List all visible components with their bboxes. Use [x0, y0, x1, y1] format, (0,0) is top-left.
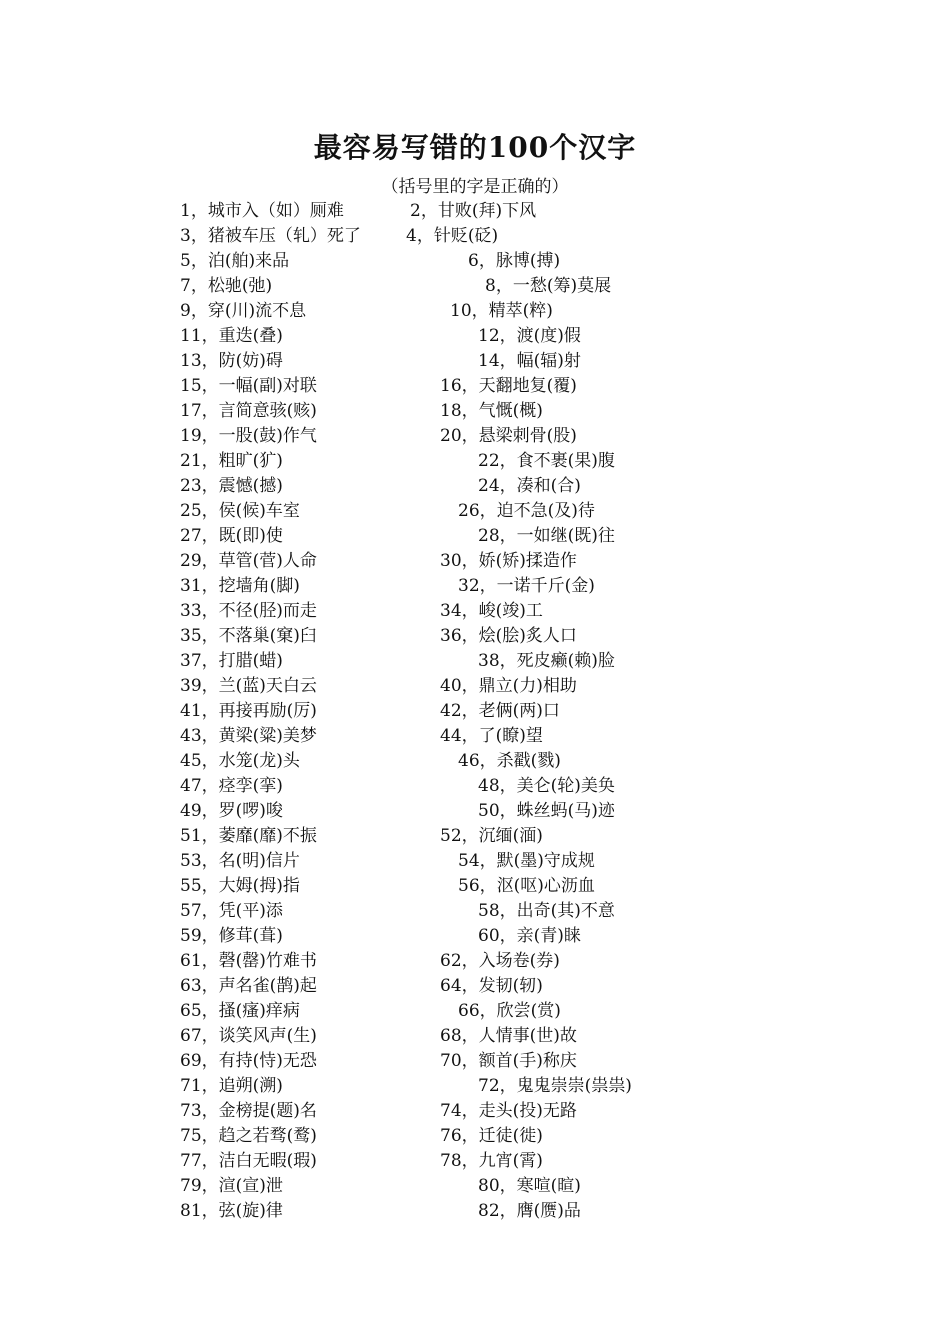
entry-left: 35，不落巢(窠)臼 — [180, 626, 317, 646]
entry-row — [180, 899, 880, 924]
entry-row — [180, 524, 880, 549]
entry-right: 10，精萃(粹) — [450, 301, 553, 321]
word-list — [180, 199, 880, 1224]
entry-right: 2，甘败(拜)下风 — [410, 201, 537, 221]
entry-left: 69，有持(恃)无恐 — [180, 1051, 317, 1071]
entry-right: 76，迁徒(徙) — [440, 1126, 543, 1146]
entry-row — [180, 199, 880, 224]
entry-right: 28，一如继(既)往 — [478, 526, 615, 546]
entry-right: 22，食不裹(果)腹 — [478, 451, 615, 471]
entry-right: 30，娇(矫)揉造作 — [440, 551, 577, 571]
entry-row — [180, 624, 880, 649]
entry-row — [180, 649, 880, 674]
entry-right: 26，迫不急(及)待 — [458, 501, 595, 521]
entry-left: 19，一股(鼓)作气 — [180, 426, 317, 446]
entry-row — [180, 474, 880, 499]
entry-row — [180, 874, 880, 899]
entry-right: 50，蛛丝蚂(马)迹 — [478, 801, 615, 821]
entry-left: 59，修茸(葺) — [180, 926, 283, 946]
entry-row — [180, 549, 880, 574]
entry-right: 16，天翻地复(覆) — [440, 376, 577, 396]
entry-right: 66，欣尝(赏) — [458, 1001, 561, 1021]
entry-right: 40，鼎立(力)相助 — [440, 676, 577, 696]
entry-row — [180, 374, 880, 399]
entry-left: 51，萎靡(靡)不振 — [180, 826, 317, 846]
entry-right: 70，额首(手)称庆 — [440, 1051, 577, 1071]
entry-right: 82，膺(赝)品 — [478, 1201, 581, 1221]
entry-left: 23，震憾(撼) — [180, 476, 283, 496]
entry-left: 65，搔(瘙)痒病 — [180, 1001, 300, 1021]
entry-row — [180, 799, 880, 824]
entry-right: 38，死皮癞(赖)脸 — [478, 651, 615, 671]
entry-row — [180, 424, 880, 449]
entry-left: 11，重迭(叠) — [180, 326, 283, 346]
entry-left: 49，罗(啰)唆 — [180, 801, 283, 821]
entry-right: 34，峻(竣)工 — [440, 601, 543, 621]
entry-right: 64，发韧(轫) — [440, 976, 543, 996]
entry-row — [180, 324, 880, 349]
entry-right: 14，幅(辐)射 — [478, 351, 581, 371]
entry-left: 31，挖墙角(脚) — [180, 576, 300, 596]
entry-row — [180, 1124, 880, 1149]
entry-row — [180, 999, 880, 1024]
entry-right: 48，美仑(轮)美奂 — [478, 776, 615, 796]
entry-right: 20，悬梁刺骨(股) — [440, 426, 577, 446]
entry-row — [180, 224, 880, 249]
entry-row — [180, 399, 880, 424]
entry-left: 81，弦(旋)律 — [180, 1201, 283, 1221]
entry-right: 54，默(墨)守成规 — [458, 851, 595, 871]
entry-right: 72，鬼鬼崇崇(祟祟) — [478, 1076, 632, 1096]
entry-left: 1，城市入（如）厕难 — [180, 201, 344, 221]
entry-right: 74，走头(投)无路 — [440, 1101, 577, 1121]
entry-left: 73，金榜提(题)名 — [180, 1101, 317, 1121]
entry-left: 63，声名雀(鹊)起 — [180, 976, 317, 996]
entry-left: 67，谈笑风声(生) — [180, 1026, 317, 1046]
entry-left: 39，兰(蓝)天白云 — [180, 676, 317, 696]
entry-left: 41，再接再励(厉) — [180, 701, 317, 721]
entry-right: 58，出奇(其)不意 — [478, 901, 615, 921]
entry-right: 62，入场卷(券) — [440, 951, 560, 971]
entry-left: 29，草管(菅)人命 — [180, 551, 317, 571]
entry-right: 36，烩(脍)炙人口 — [440, 626, 577, 646]
entry-right: 24，凑和(合) — [478, 476, 581, 496]
entry-row — [180, 849, 880, 874]
entry-right: 56，沤(呕)心沥血 — [458, 876, 595, 896]
entry-right: 80，寒喧(暄) — [478, 1176, 581, 1196]
entry-left: 21，粗旷(犷) — [180, 451, 283, 471]
entry-right: 8，一愁(筹)莫展 — [485, 276, 612, 296]
entry-row — [180, 749, 880, 774]
entry-left: 13，防(妨)碍 — [180, 351, 283, 371]
entry-row — [180, 774, 880, 799]
entry-row — [180, 274, 880, 299]
entry-left: 15，一幅(副)对联 — [180, 376, 317, 396]
entry-row — [180, 1049, 880, 1074]
entry-right: 44，了(瞭)望 — [440, 726, 543, 746]
entry-left: 71，追朔(溯) — [180, 1076, 283, 1096]
entry-row — [180, 1174, 880, 1199]
entry-left: 17，言简意骇(赅) — [180, 401, 317, 421]
entry-row — [180, 699, 880, 724]
entry-row — [180, 1099, 880, 1124]
entry-left: 61，磬(罄)竹难书 — [180, 951, 317, 971]
page-title: 最容易写错的100个汉字 — [313, 131, 637, 164]
entry-left: 37，打腊(蜡) — [180, 651, 283, 671]
entry-right: 12，渡(度)假 — [478, 326, 581, 346]
page-subtitle: （括号里的字是正确的） — [381, 177, 569, 197]
entry-row — [180, 449, 880, 474]
entry-left: 3，猪被车压（轧）死了 — [180, 226, 361, 246]
entry-row — [180, 1149, 880, 1174]
entry-row — [180, 499, 880, 524]
entry-left: 25，侯(候)车室 — [180, 501, 300, 521]
entry-row — [180, 1074, 880, 1099]
entry-left: 47，痉孪(挛) — [180, 776, 283, 796]
entry-left: 27，既(即)使 — [180, 526, 283, 546]
entry-left: 9，穿(川)流不息 — [180, 301, 307, 321]
entry-row — [180, 1024, 880, 1049]
entry-right: 68，人情事(世)故 — [440, 1026, 577, 1046]
entry-right: 18，气慨(概) — [440, 401, 543, 421]
entry-left: 55，大姆(拇)指 — [180, 876, 300, 896]
entry-row — [180, 1199, 880, 1224]
entry-left: 45，水笼(龙)头 — [180, 751, 300, 771]
entry-row — [180, 949, 880, 974]
entry-row — [180, 674, 880, 699]
entry-right: 52，沉缅(湎) — [440, 826, 543, 846]
entry-row — [180, 824, 880, 849]
entry-row — [180, 974, 880, 999]
entry-left: 79，渲(宣)泄 — [180, 1176, 283, 1196]
entry-left: 7，松驰(弛) — [180, 276, 273, 296]
entry-right: 42，老俩(两)口 — [440, 701, 560, 721]
entry-row — [180, 349, 880, 374]
entry-row — [180, 249, 880, 274]
entry-row — [180, 299, 880, 324]
entry-right: 4，针贬(砭) — [406, 226, 499, 246]
entry-left: 77，洁白无暇(瑕) — [180, 1151, 317, 1171]
entry-row — [180, 599, 880, 624]
entry-row — [180, 724, 880, 749]
entry-left: 75，趋之若骛(鹜) — [180, 1126, 317, 1146]
entry-right: 6，脉博(搏) — [468, 251, 561, 271]
entry-left: 53，名(明)信片 — [180, 851, 300, 871]
entry-right: 32，一诺千斤(金) — [458, 576, 595, 596]
entry-left: 57，凭(平)添 — [180, 901, 283, 921]
entry-left: 5，泊(舶)来品 — [180, 251, 290, 271]
entry-right: 60，亲(青)睐 — [478, 926, 581, 946]
entry-right: 78，九宵(霄) — [440, 1151, 543, 1171]
entry-row — [180, 574, 880, 599]
entry-right: 46，杀戳(戮) — [458, 751, 561, 771]
entry-left: 43，黄梁(粱)美梦 — [180, 726, 317, 746]
entry-row — [180, 924, 880, 949]
entry-left: 33，不径(胫)而走 — [180, 601, 317, 621]
